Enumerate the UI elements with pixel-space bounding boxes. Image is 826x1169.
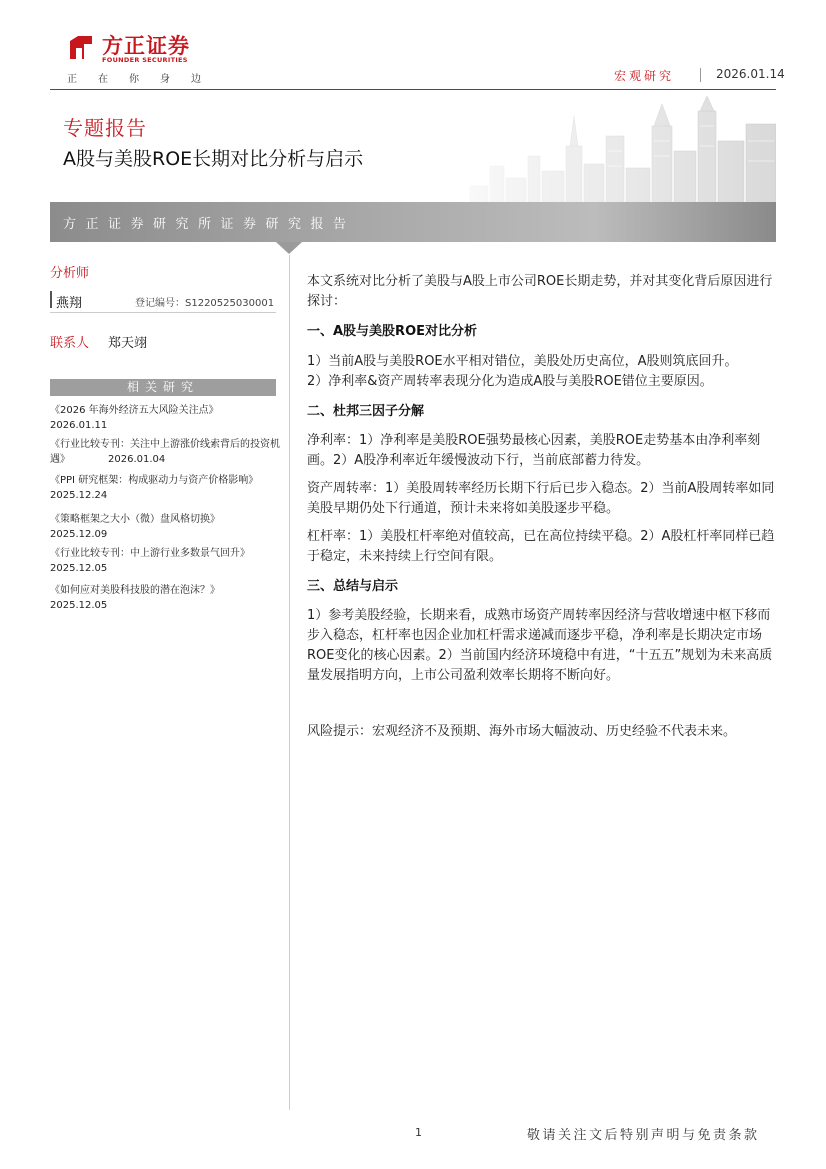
section-2-leverage: 杠杆率：1）美股杠杆率绝对值较高，已在高位持续平稳。2）A股杠杆率同样已趋于稳定，未来持续上行空间有限。	[307, 529, 775, 564]
section-1-point-1: 1）当前A股与美股ROE水平相对错位，美股处历史高位，A股则筑底回升。	[307, 354, 738, 369]
related-item-title: 《2026 年海外经济五大风险关注点》	[50, 405, 219, 416]
related-item-date: 2025.12.09	[50, 529, 108, 540]
related-item[interactable]	[50, 583, 282, 613]
related-item-date: 2025.12.05	[50, 600, 108, 611]
analyst-name: 燕翔	[56, 296, 83, 311]
page-number: 1	[415, 1126, 422, 1139]
related-item-title: 《行业比较专刊：关注中上游涨价线索背后的投资机遇》	[50, 439, 280, 465]
analyst-divider	[50, 312, 276, 313]
report-date: 2026.01.14	[716, 67, 785, 81]
contact-name: 郑天翊	[108, 336, 148, 351]
risk-warning: 风险提示：宏观经济不及预期、海外市场大幅波动、历史经验不代表未来。	[307, 724, 737, 739]
related-item-date: 2025.12.05	[50, 563, 108, 574]
related-item-title: 《PPI 研究框架：构成驱动力与资产价格影响》	[50, 475, 259, 486]
column-separator	[289, 255, 290, 1110]
founder-logo-icon	[66, 33, 96, 63]
related-item[interactable]	[50, 437, 282, 467]
related-item-date: 2025.12.24	[50, 490, 108, 501]
band-pointer	[276, 242, 302, 254]
related-research-header: 相关研究	[50, 379, 276, 396]
related-item-title: 《如何应对美股科技股的潜在泡沫？》	[50, 585, 220, 596]
related-item[interactable]	[50, 473, 282, 503]
intro-paragraph: 本文系统对比分析了美股与A股上市公司ROE长期走势，并对其变化背后原因进行探讨：	[307, 274, 773, 309]
related-item[interactable]	[50, 512, 282, 542]
section-2-net-margin: 净利率：1）净利率是美股ROE强势最核心因素，美股ROE走势基本由净利率刻画。2）A股净利率近年缓慢波动下行，当前底部蓄力待发。	[307, 433, 761, 468]
section-1-point-2: 2）净利率&资产周转率表现分化为造成A股与美股ROE错位主要原因。	[307, 374, 713, 389]
section-3-paragraph: 1）参考美股经验，长期来看，成熟市场资产周转率因经济与营收增速中枢下移而步入稳态，杠杆率也因企业加杠杆需求递减而逐步平稳，净利率是长期决定市场ROE变化的核心因素。2）当前国内经济环境稳中有进，“十五五”规划为未来高质量发展指明方向，上市公司盈利效率长期将不断向好。	[307, 608, 773, 683]
related-item[interactable]	[50, 546, 282, 576]
header-separator	[700, 68, 701, 82]
logo-text-cn: 方正证券	[102, 34, 190, 58]
contact-label: 联系人	[50, 336, 90, 351]
report-category: 宏观研究	[614, 69, 675, 83]
related-item-date: 2026.01.11	[50, 420, 108, 431]
institute-band-text: 方正证券研究所证券研究报告	[63, 217, 356, 232]
logo-text-en: FOUNDER SECURITIES	[102, 56, 188, 64]
slogan: 正在你身边	[67, 74, 222, 85]
related-item-title: 《行业比较专刊：中上游行业多数景气回升》	[50, 548, 250, 559]
related-item[interactable]	[50, 403, 282, 433]
report-type: 专题报告	[63, 116, 147, 140]
section-2-asset-turnover: 资产周转率：1）美股周转率经历长期下行后已步入稳态。2）当前A股周转率如同美股早期仍处下行通道，预计未来将如美股逐步平稳。	[307, 481, 775, 516]
section-3-heading: 三、总结与启示	[307, 579, 399, 594]
related-item-title: 《策略框架之大小（微）盘风格切换》	[50, 514, 220, 525]
section-1-heading: 一、A股与美股ROE对比分析	[307, 324, 478, 339]
analyst-marker	[50, 291, 52, 308]
analyst-registration: 登记编号：S1220525030001	[135, 298, 275, 309]
disclaimer-note[interactable]: 敬请关注文后特别声明与免责条款	[527, 1128, 760, 1143]
related-item-date: 2026.01.04	[108, 454, 166, 465]
report-title: A股与美股ROE长期对比分析与启示	[63, 148, 364, 170]
header-divider	[50, 89, 776, 90]
analyst-label: 分析师	[50, 266, 90, 281]
section-2-heading: 二、杜邦三因子分解	[307, 404, 425, 419]
